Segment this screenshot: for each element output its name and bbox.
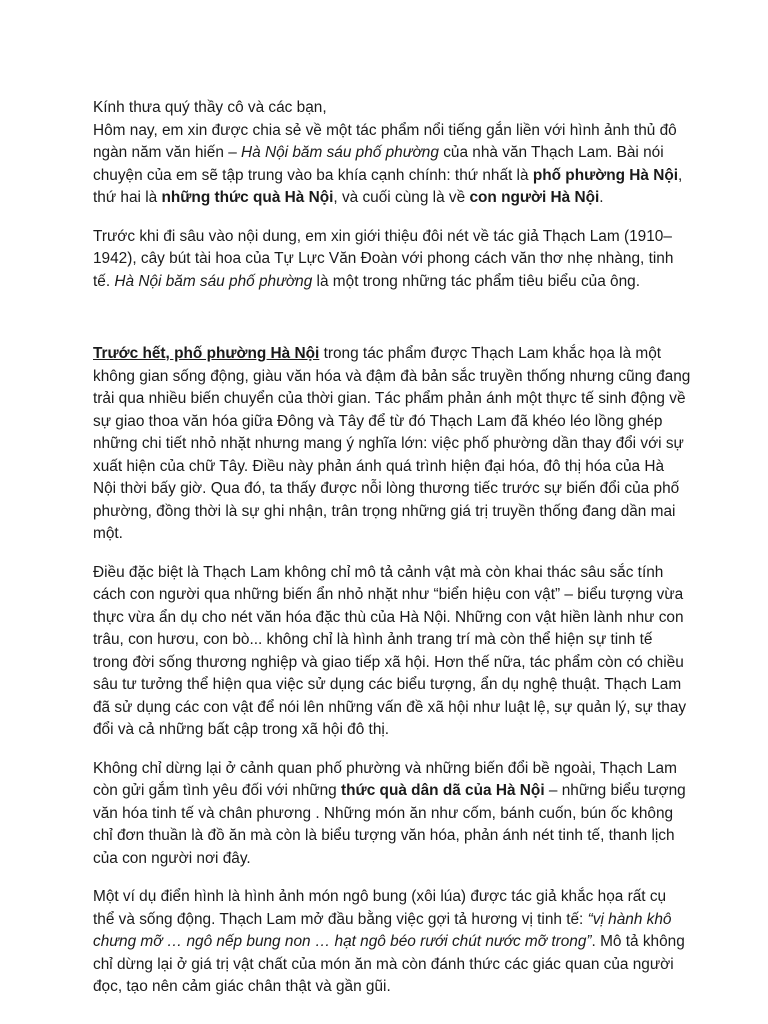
bold-rustic-gifts: thức quà dân dã của Hà Nội: [341, 782, 545, 799]
section-heading-streets: Trước hết, phố phường Hà Nội: [93, 345, 320, 362]
corn-text: . Mô tả không chỉ dừng lại ở giá trị vật chất của món ăn mà còn đánh thức các giác quan của người đọc, tạo nên cảm giác chân thật và gần gũi.: [93, 933, 685, 995]
document-body: [93, 97, 691, 1015]
bold-topic-people: con người Hà Nội: [469, 189, 600, 206]
greeting-line: Kính thưa quý thầy cô và các bạn,: [93, 99, 327, 116]
corn-text: Một ví dụ điển hình là hình ảnh món ngô bung (xôi lúa) được tác giả khắc họa rất cụ thể và sống động. Thạch Lam mở đầu bằng việc gợi tả hương vị tinh tế:: [93, 888, 667, 928]
work-title: Hà Nội băm sáu phố phường: [114, 272, 313, 290]
blank-spacer: [93, 309, 691, 343]
bold-topic-gifts: những thức quà Hà Nội: [161, 189, 334, 206]
intro-text: , và cuối cùng là về: [333, 189, 470, 206]
intro-text: , thứ hai là: [93, 166, 683, 206]
bold-topic-streets: phố phường Hà Nội: [532, 166, 679, 184]
streets-paragraph: [93, 343, 691, 546]
corn-quote: “vị hành khô chưng mỡ … ngô nếp bung non … hạt ngô béo rưới chút nước mỡ trong”: [93, 910, 672, 950]
intro-text: của nhà văn Thạch Lam. Bài nói chuyện của em sẽ tập trung vào ba khía cạnh chính: thứ nhất là: [93, 144, 664, 184]
author-text: Trước khi đi sâu vào nội dung, em xin giới thiệu đôi nét về tác giả Thạch Lam (1910– 1942), cây bút tài hoa của Tự Lực Văn Đoàn với phong cách văn thơ nhẹ nhàng, tinh tế.: [93, 227, 674, 290]
author-text: là một trong những tác phẩm tiêu biểu của ông.: [312, 272, 641, 290]
signboard-text: Điều đặc biệt là Thạch Lam không chỉ mô tả cảnh vật mà còn khai thác sâu sắc tính cách con người qua những biến ẩn nhỏ nhặt như “biển hiệu con vật” – biểu tượng vừa thực vừa ẩn dụ cho nét văn hóa đặc thù của Hà Nội. Những con vật hiền lành như con trâu, con hươu, con bò... không chỉ là hình ảnh trang trí mà còn thể hiện sự tinh tế trong đời sống thương nghiệp và giao tiếp xã hội. Hơn thế nữa, tác phẩm còn có chiều sâu tư tưởng thể hiện qua việc sử dụng các biểu tượng, ẩn dụ nghệ thuật. Thạch Lam đã sử dụng các con vật để nói lên những vấn đề xã hội như luật lệ, sự quản lý, sự thay đổi và cả những bất cập trong xã hội đô thị.: [93, 563, 687, 738]
gifts-text: Không chỉ dừng lại ở cảnh quan phố phường và những biến đổi bề ngoài, Thạch Lam còn gửi gắm tình yêu đối với những: [93, 759, 677, 799]
gifts-paragraph: [93, 758, 691, 871]
gifts-text: – những biểu tượng văn hóa tinh tế và chân phương . Những món ăn như cốm, bánh cuốn, bún ốc không chỉ đơn thuần là đồ ăn mà còn là biểu tượng văn hóa, phản ánh nét tinh tế, thanh lịch của con người nơi đây.: [93, 782, 686, 867]
intro-text: Hôm nay, em xin được chia sẻ về một tác phẩm nổi tiếng gắn liền với hình ảnh thủ đô ngàn năm văn hiến –: [93, 121, 677, 161]
signboard-paragraph: [93, 562, 691, 742]
corn-paragraph: [93, 886, 691, 999]
intro-paragraph: [93, 97, 691, 210]
streets-text: trong tác phẩm được Thạch Lam khắc họa là một không gian sống động, giàu văn hóa và đậm đà bản sắc truyền thống nhưng cũng đang trải qua nhiều biến chuyển của thời gian. Tác phẩm phản ánh một thực tế sinh động về sự giao thoa văn hóa giữa Đông và Tây để từ đó Thạch Lam đã khéo léo lồng ghép những chi tiết nhỏ nhặt nhưng mang ý nghĩa lớn: việc phố phường dần thay đổi với sự xuất hiện của chữ Tây. Điều này phản ánh quá trình hiện đại hóa, đô thị hóa của Hà Nội thời bấy giờ. Qua đó, ta thấy được nỗi lòng thương tiếc trước sự biến đổi của phố phường, đồng thời là sự ghi nhận, trân trọng những giá trị truyền thống đang dần mai một.: [93, 345, 691, 542]
work-title: Hà Nội băm sáu phố phường: [241, 144, 439, 161]
author-paragraph: [93, 226, 691, 294]
intro-text: .: [599, 189, 604, 206]
